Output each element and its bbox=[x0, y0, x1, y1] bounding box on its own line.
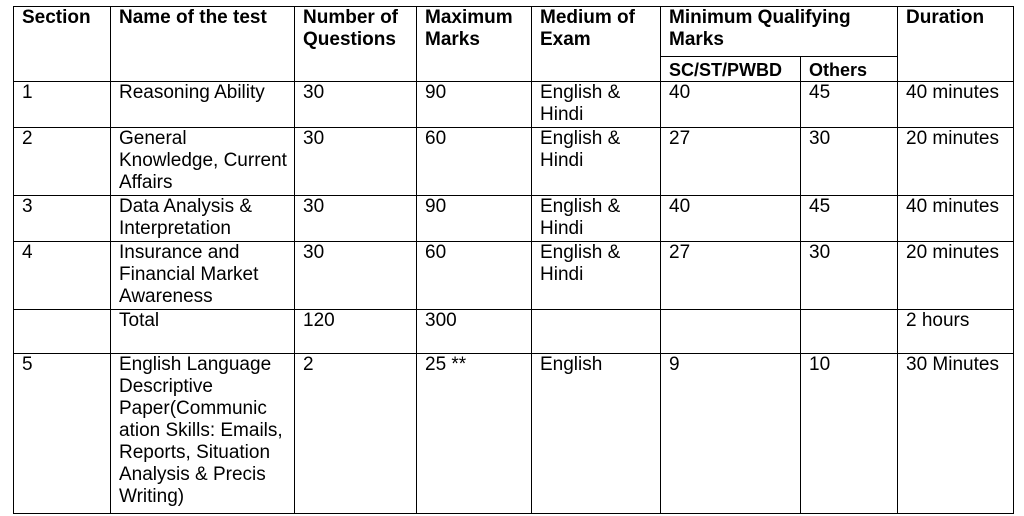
cell-sc-st-pwbd: 27 bbox=[661, 242, 801, 310]
cell-duration: 20 minutes bbox=[898, 128, 1014, 196]
total-label: Total bbox=[111, 310, 295, 354]
cell-section: 2 bbox=[14, 128, 111, 196]
header-others: Others bbox=[801, 57, 898, 82]
header-duration: Duration bbox=[898, 7, 1014, 82]
cell-questions: 30 bbox=[295, 196, 417, 242]
cell-empty bbox=[532, 310, 661, 354]
cell-duration: 30 Minutes bbox=[898, 354, 1014, 514]
cell-others: 45 bbox=[801, 196, 898, 242]
exam-pattern-table bbox=[13, 6, 1014, 514]
cell-name: Insurance and Financial Market Awareness bbox=[111, 242, 295, 310]
descriptive-row bbox=[14, 354, 1014, 514]
cell-empty bbox=[14, 310, 111, 354]
cell-duration: 40 minutes bbox=[898, 82, 1014, 128]
cell-name: English Language Descriptive Paper(Communic ation Skills: Emails, Reports, Situation Analysis & Precis Writing) bbox=[111, 354, 295, 514]
total-max-marks: 300 bbox=[417, 310, 532, 354]
cell-questions: 2 bbox=[295, 354, 417, 514]
cell-others: 45 bbox=[801, 82, 898, 128]
cell-duration: 20 minutes bbox=[898, 242, 1014, 310]
cell-medium: English & Hindi bbox=[532, 82, 661, 128]
cell-section: 5 bbox=[14, 354, 111, 514]
header-sc-st-pwbd: SC/ST/PWBD bbox=[661, 57, 801, 82]
cell-sc-st-pwbd: 40 bbox=[661, 82, 801, 128]
cell-name: General Knowledge, Current Affairs bbox=[111, 128, 295, 196]
total-questions: 120 bbox=[295, 310, 417, 354]
cell-max-marks: 90 bbox=[417, 196, 532, 242]
cell-questions: 30 bbox=[295, 82, 417, 128]
cell-medium: English & Hindi bbox=[532, 196, 661, 242]
cell-questions: 30 bbox=[295, 128, 417, 196]
cell-empty bbox=[801, 310, 898, 354]
cell-max-marks: 60 bbox=[417, 128, 532, 196]
table-row bbox=[14, 196, 1014, 242]
cell-medium: English & Hindi bbox=[532, 242, 661, 310]
cell-others: 30 bbox=[801, 128, 898, 196]
cell-section: 3 bbox=[14, 196, 111, 242]
header-name: Name of the test bbox=[111, 7, 295, 82]
total-duration: 2 hours bbox=[898, 310, 1014, 354]
header-medium: Medium of Exam bbox=[532, 7, 661, 82]
cell-max-marks: 60 bbox=[417, 242, 532, 310]
header-row bbox=[14, 7, 1014, 57]
cell-name: Reasoning Ability bbox=[111, 82, 295, 128]
header-section: Section bbox=[14, 7, 111, 82]
cell-section: 4 bbox=[14, 242, 111, 310]
cell-medium: English & Hindi bbox=[532, 128, 661, 196]
cell-section: 1 bbox=[14, 82, 111, 128]
cell-others: 10 bbox=[801, 354, 898, 514]
header-min-qualifying: Minimum Qualifying Marks bbox=[661, 7, 898, 57]
cell-max-marks: 90 bbox=[417, 82, 532, 128]
cell-empty bbox=[661, 310, 801, 354]
cell-sc-st-pwbd: 27 bbox=[661, 128, 801, 196]
table-row bbox=[14, 128, 1014, 196]
cell-max-marks: 25 ** bbox=[417, 354, 532, 514]
cell-name: Data Analysis & Interpretation bbox=[111, 196, 295, 242]
cell-questions: 30 bbox=[295, 242, 417, 310]
header-max-marks: Maximum Marks bbox=[417, 7, 532, 82]
cell-duration: 40 minutes bbox=[898, 196, 1014, 242]
total-row bbox=[14, 310, 1014, 354]
cell-sc-st-pwbd: 40 bbox=[661, 196, 801, 242]
table-row bbox=[14, 242, 1014, 310]
cell-medium: English bbox=[532, 354, 661, 514]
cell-others: 30 bbox=[801, 242, 898, 310]
table-row bbox=[14, 82, 1014, 128]
header-questions: Number of Questions bbox=[295, 7, 417, 82]
cell-sc-st-pwbd: 9 bbox=[661, 354, 801, 514]
